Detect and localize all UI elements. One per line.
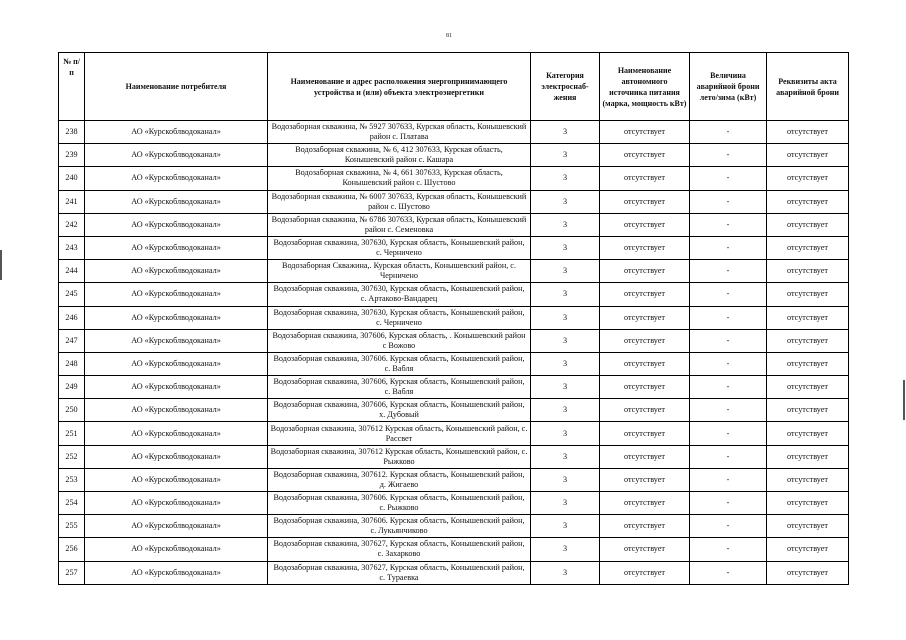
supply-category: 3 xyxy=(531,167,600,190)
table-row xyxy=(59,399,849,422)
autonomous-source: отсутствует xyxy=(600,167,690,190)
reserve-act: отсутствует xyxy=(767,144,849,167)
device-address: Водозаборная скважина, 307606, Курская область, Конышевский район, с. Вабля xyxy=(268,376,531,399)
autonomous-source: отсутствует xyxy=(600,236,690,259)
autonomous-source: отсутствует xyxy=(600,538,690,561)
supply-category: 3 xyxy=(531,561,600,584)
reserve-value: - xyxy=(690,515,767,538)
supply-category: 3 xyxy=(531,538,600,561)
row-number: 257 xyxy=(59,561,85,584)
consumer-name: АО «Курскоблводоканал» xyxy=(85,190,268,213)
row-number: 241 xyxy=(59,190,85,213)
reserve-act: отсутствует xyxy=(767,492,849,515)
reserve-value: - xyxy=(690,144,767,167)
table-row xyxy=(59,329,849,352)
reserve-act: отсутствует xyxy=(767,468,849,491)
supply-category: 3 xyxy=(531,144,600,167)
consumer-name: АО «Курскоблводоканал» xyxy=(85,283,268,306)
reserve-value: - xyxy=(690,167,767,190)
device-address: Водозаборная скважина, 307627, Курская область, Конышевский район, с. Захарково xyxy=(268,538,531,561)
consumer-name: АО «Курскоблводоканал» xyxy=(85,306,268,329)
row-number: 254 xyxy=(59,492,85,515)
device-address: Водозаборная скважина, 307630, Курская область, Конышевский район, с. Черничено xyxy=(268,306,531,329)
header-reserve: Величина аварийной брони лето/зима (кВт) xyxy=(690,53,767,121)
consumer-name: АО «Курскоблводоканал» xyxy=(85,561,268,584)
reserve-act: отсутствует xyxy=(767,306,849,329)
device-address: Водозаборная скважина, 307606. Курская область, Конышевский район, с. Лукьянчиково xyxy=(268,515,531,538)
reserve-value: - xyxy=(690,561,767,584)
row-number: 243 xyxy=(59,236,85,259)
table-row xyxy=(59,538,849,561)
row-number: 246 xyxy=(59,306,85,329)
reserve-value: - xyxy=(690,236,767,259)
reserve-value: - xyxy=(690,422,767,445)
row-number: 238 xyxy=(59,121,85,144)
supply-category: 3 xyxy=(531,399,600,422)
header-act: Реквизиты акта аварийной брони xyxy=(767,53,849,121)
supply-category: 3 xyxy=(531,515,600,538)
autonomous-source: отсутствует xyxy=(600,376,690,399)
reserve-value: - xyxy=(690,468,767,491)
supply-category: 3 xyxy=(531,445,600,468)
device-address: Водозаборная скважина, 307630, Курская область, Конышевский район, с. Черничено xyxy=(268,236,531,259)
supply-category: 3 xyxy=(531,422,600,445)
reserve-act: отсутствует xyxy=(767,213,849,236)
row-number: 245 xyxy=(59,283,85,306)
device-address: Водозаборная скважина, № 4, 661 307633, Курская область, Конышевский район с. Шустово xyxy=(268,167,531,190)
table-body xyxy=(59,121,849,585)
row-number: 248 xyxy=(59,352,85,375)
table-row xyxy=(59,190,849,213)
supply-category: 3 xyxy=(531,236,600,259)
device-address: Водозаборная скважина, 307612. Курская область, Конышевский район, д. Жигаево xyxy=(268,468,531,491)
row-number: 255 xyxy=(59,515,85,538)
autonomous-source: отсутствует xyxy=(600,306,690,329)
consumer-name: АО «Курскоблводоканал» xyxy=(85,399,268,422)
device-address: Водозаборная скважина, 307606. Курская область, Конышевский район, с. Рыжково xyxy=(268,492,531,515)
supply-category: 3 xyxy=(531,121,600,144)
page-number: 81 xyxy=(446,33,452,39)
supply-category: 3 xyxy=(531,468,600,491)
header-number: № п/п xyxy=(59,53,85,121)
row-number: 247 xyxy=(59,329,85,352)
reserve-act: отсутствует xyxy=(767,190,849,213)
table-row xyxy=(59,445,849,468)
reserve-value: - xyxy=(690,121,767,144)
reserve-value: - xyxy=(690,306,767,329)
supply-category: 3 xyxy=(531,260,600,283)
reserve-value: - xyxy=(690,399,767,422)
table-row xyxy=(59,213,849,236)
autonomous-source: отсутствует xyxy=(600,260,690,283)
autonomous-source: отсутствует xyxy=(600,561,690,584)
autonomous-source: отсутствует xyxy=(600,422,690,445)
header-power-source: Наименование автономного источника питания (марка, мощность кВт) xyxy=(600,53,690,121)
table-row xyxy=(59,306,849,329)
table-row xyxy=(59,167,849,190)
reserve-act: отсутствует xyxy=(767,376,849,399)
row-number: 256 xyxy=(59,538,85,561)
reserve-act: отсутствует xyxy=(767,422,849,445)
autonomous-source: отсутствует xyxy=(600,492,690,515)
table-row xyxy=(59,121,849,144)
header-address: Наименование и адрес расположения энергопринимающего устройства и (или) объекта электроэнергетики xyxy=(268,53,531,121)
reserve-value: - xyxy=(690,492,767,515)
table-row xyxy=(59,236,849,259)
autonomous-source: отсутствует xyxy=(600,121,690,144)
supply-category: 3 xyxy=(531,329,600,352)
reserve-act: отсутствует xyxy=(767,283,849,306)
device-address: Водозаборная скважина, № 6, 412 307633, Курская область, Конышевский район с. Кашара xyxy=(268,144,531,167)
scan-edge-mark xyxy=(0,250,2,280)
table-header-row xyxy=(59,53,849,121)
consumer-name: АО «Курскоблводоканал» xyxy=(85,468,268,491)
device-address: Водозаборная скважина, № 6007 307633, Курская область, Конышевский район с. Шустово xyxy=(268,190,531,213)
table-row xyxy=(59,515,849,538)
device-address: Водозаборная скважина, 307630, Курская область, Конышевский район, с. Артаково-Вандарец xyxy=(268,283,531,306)
reserve-act: отсутствует xyxy=(767,329,849,352)
autonomous-source: отсутствует xyxy=(600,399,690,422)
autonomous-source: отсутствует xyxy=(600,190,690,213)
device-address: Водозаборная скважина, № 6786 307633, Курская область, Конышевский район с. Семеновка xyxy=(268,213,531,236)
table-row xyxy=(59,376,849,399)
reserve-act: отсутствует xyxy=(767,399,849,422)
header-consumer: Наименование потребителя xyxy=(85,53,268,121)
row-number: 244 xyxy=(59,260,85,283)
consumer-name: АО «Курскоблводоканал» xyxy=(85,538,268,561)
consumer-name: АО «Курскоблводоканал» xyxy=(85,167,268,190)
consumer-name: АО «Курскоблводоканал» xyxy=(85,352,268,375)
supply-category: 3 xyxy=(531,352,600,375)
consumer-name: АО «Курскоблводоканал» xyxy=(85,121,268,144)
table-row xyxy=(59,260,849,283)
reserve-act: отсутствует xyxy=(767,445,849,468)
reserve-table xyxy=(58,52,849,585)
supply-category: 3 xyxy=(531,283,600,306)
consumer-name: АО «Курскоблводоканал» xyxy=(85,144,268,167)
row-number: 242 xyxy=(59,213,85,236)
supply-category: 3 xyxy=(531,492,600,515)
reserve-value: - xyxy=(690,329,767,352)
row-number: 251 xyxy=(59,422,85,445)
reserve-value: - xyxy=(690,190,767,213)
reserve-act: отсутствует xyxy=(767,236,849,259)
supply-category: 3 xyxy=(531,213,600,236)
reserve-act: отсутствует xyxy=(767,121,849,144)
row-number: 253 xyxy=(59,468,85,491)
consumer-name: АО «Курскоблводоканал» xyxy=(85,422,268,445)
supply-category: 3 xyxy=(531,376,600,399)
device-address: Водозаборная скважина, 307606, Курская область, Конышевский район, х. Дубовый xyxy=(268,399,531,422)
reserve-value: - xyxy=(690,260,767,283)
consumer-name: АО «Курскоблводоканал» xyxy=(85,445,268,468)
reserve-act: отсутствует xyxy=(767,561,849,584)
consumer-name: АО «Курскоблводоканал» xyxy=(85,260,268,283)
table-row xyxy=(59,492,849,515)
table-row xyxy=(59,144,849,167)
reserve-value: - xyxy=(690,445,767,468)
device-address: Водозаборная скважина, 307612 Курская область, Конышевский район, с. Рыжково xyxy=(268,445,531,468)
device-address: Водозаборная скважина, 307627, Курская область, Конышевский район, с. Тураевка xyxy=(268,561,531,584)
table-row xyxy=(59,283,849,306)
header-category: Категория электроснаб-жения xyxy=(531,53,600,121)
consumer-name: АО «Курскоблводоканал» xyxy=(85,236,268,259)
reserve-value: - xyxy=(690,283,767,306)
consumer-name: АО «Курскоблводоканал» xyxy=(85,376,268,399)
reserve-act: отсутствует xyxy=(767,352,849,375)
device-address: Водозаборная скважина, 307612 Курская область, Конышевский район, с. Рассвет xyxy=(268,422,531,445)
autonomous-source: отсутствует xyxy=(600,445,690,468)
supply-category: 3 xyxy=(531,190,600,213)
reserve-act: отсутствует xyxy=(767,538,849,561)
reserve-value: - xyxy=(690,213,767,236)
supply-category: 3 xyxy=(531,306,600,329)
scan-edge-mark xyxy=(903,380,905,420)
autonomous-source: отсутствует xyxy=(600,515,690,538)
reserve-act: отсутствует xyxy=(767,167,849,190)
consumer-name: АО «Курскоблводоканал» xyxy=(85,515,268,538)
table-row xyxy=(59,352,849,375)
reserve-value: - xyxy=(690,376,767,399)
autonomous-source: отсутствует xyxy=(600,352,690,375)
autonomous-source: отсутствует xyxy=(600,144,690,167)
row-number: 239 xyxy=(59,144,85,167)
table-row xyxy=(59,468,849,491)
row-number: 240 xyxy=(59,167,85,190)
device-address: Водозаборная скважина, 307606. Курская область, Конышевский район, с. Вабля xyxy=(268,352,531,375)
reserve-value: - xyxy=(690,352,767,375)
consumer-name: АО «Курскоблводоканал» xyxy=(85,213,268,236)
consumer-name: АО «Курскоблводоканал» xyxy=(85,492,268,515)
reserve-act: отсутствует xyxy=(767,260,849,283)
row-number: 250 xyxy=(59,399,85,422)
autonomous-source: отсутствует xyxy=(600,329,690,352)
device-address: Водозаборная скважина, № 5927 307633, Курская область, Конышевский район с. Платава xyxy=(268,121,531,144)
table-row xyxy=(59,422,849,445)
reserve-act: отсутствует xyxy=(767,515,849,538)
row-number: 252 xyxy=(59,445,85,468)
autonomous-source: отсутствует xyxy=(600,213,690,236)
table-row xyxy=(59,561,849,584)
autonomous-source: отсутствует xyxy=(600,283,690,306)
consumer-name: АО «Курскоблводоканал» xyxy=(85,329,268,352)
device-address: Водозаборная скважина, 307606, Курская область, . Конышевский район с Вожово xyxy=(268,329,531,352)
autonomous-source: отсутствует xyxy=(600,468,690,491)
reserve-value: - xyxy=(690,538,767,561)
row-number: 249 xyxy=(59,376,85,399)
device-address: Водозаборная Скважина,. Курская область, Конышевский район, с. Черничено xyxy=(268,260,531,283)
